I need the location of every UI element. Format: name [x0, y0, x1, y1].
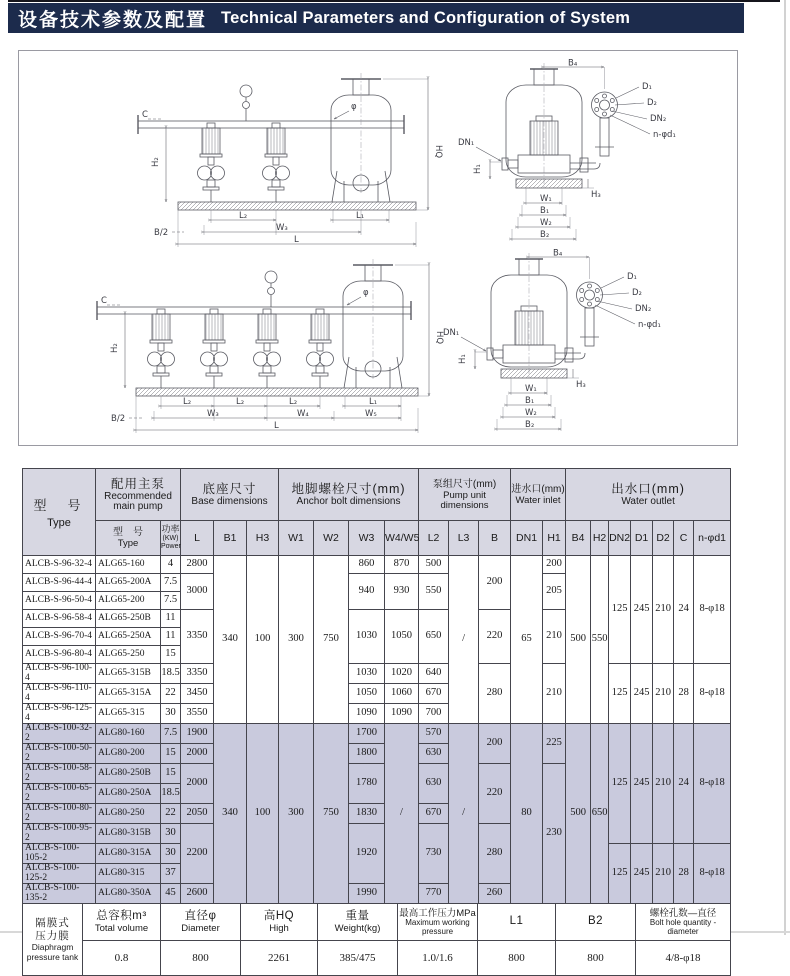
value-cell: 300: [279, 556, 314, 724]
value-cell: 3450: [181, 684, 214, 704]
value-cell: 220: [479, 764, 511, 824]
value-cell: 940: [349, 574, 385, 610]
value-cell: 210: [653, 724, 674, 844]
model-cell: ALCB-S-100-32-2: [23, 724, 96, 744]
dim-label-l2a: L₂: [183, 397, 192, 407]
dim-label-b4: B₄: [553, 248, 563, 259]
tank-spec-table: [22, 903, 731, 976]
value-cell: ALG65-250A: [96, 628, 161, 646]
value-cell: 500: [566, 556, 591, 724]
dim-label-w2: W₂: [540, 218, 552, 228]
value-cell: 100: [247, 724, 279, 904]
value-cell: 22: [161, 684, 181, 704]
value-cell: 2000: [181, 744, 214, 764]
table-row: [23, 664, 731, 684]
header-power: 功率 (KW) Power: [161, 521, 181, 556]
tank-value-L1: 800: [478, 941, 556, 976]
dim-label-hq: HQ: [433, 145, 443, 159]
value-cell: ALG65-315A: [96, 684, 161, 704]
value-cell: 205: [543, 574, 566, 610]
value-cell: ALG80-315B: [96, 824, 161, 844]
value-cell: ALG65-315: [96, 704, 161, 724]
value-cell: 340: [214, 556, 247, 724]
value-cell: 8-φ18: [694, 844, 731, 904]
model-cell: ALCB-S-96-110-4: [23, 684, 96, 704]
diagram-side-view-3pumps: [116, 67, 446, 259]
tank-header-max-pressure: 最高工作压力MPa Maximum working pressure: [398, 904, 478, 941]
value-cell: 550: [419, 574, 449, 610]
dim-label-c: C: [101, 296, 107, 306]
value-cell: ALG65-315B: [96, 664, 161, 684]
value-cell: ALG80-160: [96, 724, 161, 744]
model-cell: ALCB-S-100-65-2: [23, 784, 96, 804]
model-cell: ALCB-S-96-100-4: [23, 664, 96, 684]
header-col-L3: L3: [449, 521, 479, 556]
value-cell: 3550: [181, 704, 214, 724]
value-cell: 1990: [349, 884, 385, 904]
header-group-pump-unit: 泵组尺寸(mm) Pump unit dimensions: [419, 469, 511, 521]
value-cell: 15: [161, 744, 181, 764]
dim-label-dn2: DN₂: [650, 114, 667, 124]
tank-value-max-pressure: 1.0/1.6: [398, 941, 478, 976]
value-cell: 18.5: [161, 784, 181, 804]
model-cell: ALCB-S-100-105-2: [23, 844, 96, 864]
value-cell: 15: [161, 646, 181, 664]
value-cell: ALG65-250B: [96, 610, 161, 628]
value-cell: 200: [479, 556, 511, 610]
header-col-B1: B1: [214, 521, 247, 556]
value-cell: 11: [161, 610, 181, 628]
value-cell: 125: [609, 556, 631, 664]
dim-label-b1: B₁: [540, 206, 550, 216]
page-title-zh: 设备技术参数及配置: [18, 9, 208, 31]
value-cell: 750: [314, 556, 349, 724]
dim-label-w4: W₄: [297, 409, 309, 419]
value-cell: ALG65-200: [96, 592, 161, 610]
value-cell: 210: [653, 844, 674, 904]
dim-label-l2b: L₂: [236, 397, 245, 407]
value-cell: 24: [674, 724, 694, 844]
model-cell: ALCB-S-96-80-4: [23, 646, 96, 664]
value-cell: 300: [279, 724, 314, 904]
tank-value-total-volume: 0.8: [83, 941, 161, 976]
header-col-H3: H3: [247, 521, 279, 556]
value-cell: 200: [479, 724, 511, 764]
header-group-water-inlet: 进水口(mm) Water inlet: [511, 469, 566, 521]
dim-label-d2: D₂: [632, 288, 642, 298]
header-col-B4: B4: [566, 521, 591, 556]
dim-label-c: C: [142, 110, 148, 120]
value-cell: 8-φ18: [694, 664, 731, 724]
dim-label-h2: H₂: [110, 343, 120, 353]
value-cell: 245: [631, 844, 653, 904]
dim-label-h1: H₁: [473, 164, 483, 174]
model-cell: ALCB-S-96-70-4: [23, 628, 96, 646]
dim-label-w5: W₅: [365, 409, 377, 419]
value-cell: 225: [543, 724, 566, 764]
value-cell: 7.5: [161, 574, 181, 592]
value-cell: 4: [161, 556, 181, 574]
value-cell: /: [449, 556, 479, 724]
dim-label-phi: φ: [363, 288, 369, 298]
value-cell: 670: [419, 804, 449, 824]
header-col-D2: D2: [653, 521, 674, 556]
tank-value-high: 2261: [241, 941, 318, 976]
value-cell: 30: [161, 844, 181, 864]
value-cell: 1090: [385, 704, 419, 724]
value-cell: ALG80-250A: [96, 784, 161, 804]
value-cell: 260: [479, 884, 511, 904]
tank-header-L1: L1: [478, 904, 556, 941]
value-cell: 7.5: [161, 592, 181, 610]
value-cell: 750: [314, 724, 349, 904]
value-cell: 220: [479, 610, 511, 664]
value-cell: 770: [419, 884, 449, 904]
dim-label-h2: H₂: [151, 157, 161, 167]
value-cell: 650: [591, 724, 609, 904]
dim-label-b1: B₁: [525, 396, 535, 406]
model-cell: ALCB-S-100-135-2: [23, 884, 96, 904]
value-cell: 3000: [181, 574, 214, 610]
value-cell: 870: [385, 556, 419, 574]
header-col-DN1: DN1: [511, 521, 543, 556]
value-cell: 37: [161, 864, 181, 884]
spec-table-section: [22, 468, 730, 976]
value-cell: /: [385, 724, 419, 904]
dim-label-l: L: [274, 421, 279, 431]
value-cell: 650: [419, 610, 449, 664]
tank-label: 隔膜式 压力膜 Diaphragm pressure tank: [23, 904, 83, 976]
dim-label-l2c: L₂: [289, 397, 298, 407]
value-cell: 210: [543, 664, 566, 724]
model-cell: ALCB-S-96-125-4: [23, 704, 96, 724]
value-cell: 8-φ18: [694, 556, 731, 664]
value-cell: 280: [479, 664, 511, 724]
value-cell: 700: [419, 704, 449, 724]
tank-value-B2: 800: [556, 941, 636, 976]
dim-label-h3: H₃: [591, 190, 601, 200]
value-cell: 245: [631, 664, 653, 724]
dim-label-w2: W₂: [525, 408, 537, 418]
dim-label-b-half: B/2: [154, 228, 169, 238]
dim-label-l: L: [294, 235, 299, 245]
header-col-W2: W2: [314, 521, 349, 556]
dim-label-n-phi-d1: n-φd₁: [653, 130, 676, 140]
spec-table: [22, 468, 731, 904]
table-row: [23, 724, 731, 744]
value-cell: 1030: [349, 664, 385, 684]
header-col-W1: W1: [279, 521, 314, 556]
dim-label-b-half: B/2: [111, 414, 126, 424]
value-cell: 1020: [385, 664, 419, 684]
header-type: 型 号 Type: [23, 469, 96, 556]
dim-label-w3: W₃: [276, 223, 288, 233]
value-cell: 245: [631, 724, 653, 844]
model-cell: ALCB-S-96-50-4: [23, 592, 96, 610]
model-cell: ALCB-S-100-95-2: [23, 824, 96, 844]
diagram-panel: [18, 50, 738, 446]
value-cell: 930: [385, 574, 419, 610]
header-group-main-pump: 配用主泵 Recommended main pump: [96, 469, 181, 521]
value-cell: 2600: [181, 884, 214, 904]
tank-value-diameter: 800: [161, 941, 241, 976]
value-cell: ALG80-250B: [96, 764, 161, 784]
value-cell: 550: [591, 556, 609, 724]
value-cell: 245: [631, 556, 653, 664]
dim-label-dn1: DN₁: [458, 138, 475, 148]
value-cell: 1050: [385, 610, 419, 664]
value-cell: 1830: [349, 804, 385, 824]
dim-label-b4: B₄: [568, 58, 578, 69]
tank-header-diameter: 直径φ Diameter: [161, 904, 241, 941]
model-cell: ALCB-S-100-80-2: [23, 804, 96, 824]
value-cell: 22: [161, 804, 181, 824]
value-cell: 730: [419, 824, 449, 884]
value-cell: 1920: [349, 824, 385, 884]
tank-header-weight: 重量 Weight(kg): [318, 904, 398, 941]
value-cell: 2000: [181, 764, 214, 804]
value-cell: 80: [511, 724, 543, 904]
model-cell: ALCB-S-96-32-4: [23, 556, 96, 574]
value-cell: 2200: [181, 824, 214, 884]
dim-label-d1: D₁: [627, 272, 637, 282]
value-cell: 125: [609, 664, 631, 724]
dim-label-w1: W₁: [540, 194, 552, 204]
tank-header-bolt-holes: 螺栓孔数—直径 Bolt hole quantity - diameter: [636, 904, 731, 941]
value-cell: 65: [511, 556, 543, 724]
dim-label-dn1: DN₁: [443, 328, 460, 338]
dim-label-phi: φ: [351, 102, 357, 112]
header-col-W4W5: W4/W5: [385, 521, 419, 556]
diagram-front-view-top: [446, 59, 716, 259]
model-cell: ALCB-S-96-44-4: [23, 574, 96, 592]
dim-label-d1: D₁: [642, 82, 652, 92]
value-cell: 640: [419, 664, 449, 684]
header-col-D1: D1: [631, 521, 653, 556]
model-cell: ALCB-S-100-125-2: [23, 864, 96, 884]
dim-label-h1: H₁: [458, 354, 468, 364]
value-cell: ALG80-200: [96, 744, 161, 764]
dim-label-l2: L₂: [239, 211, 248, 221]
value-cell: ALG65-250: [96, 646, 161, 664]
value-cell: 230: [543, 764, 566, 904]
value-cell: 1780: [349, 764, 385, 804]
value-cell: 8-φ18: [694, 724, 731, 844]
dim-label-d2: D₂: [647, 98, 657, 108]
value-cell: 11: [161, 628, 181, 646]
value-cell: ALG80-315A: [96, 844, 161, 864]
value-cell: 210: [653, 664, 674, 724]
value-cell: 1030: [349, 610, 385, 664]
tank-value-weight: 385/475: [318, 941, 398, 976]
value-cell: 30: [161, 704, 181, 724]
tank-header-total-volume: 总容积m³ Total volume: [83, 904, 161, 941]
dim-label-l1: L₁: [356, 211, 365, 221]
value-cell: ALG80-250: [96, 804, 161, 824]
value-cell: 1050: [349, 684, 385, 704]
value-cell: 630: [419, 744, 449, 764]
header-col-DN2: DN2: [609, 521, 631, 556]
value-cell: 18.5: [161, 664, 181, 684]
page-title-bar: [8, 3, 744, 33]
dim-label-b2: B₂: [540, 230, 550, 240]
value-cell: 2050: [181, 804, 214, 824]
value-cell: ALG80-350A: [96, 884, 161, 904]
value-cell: 1700: [349, 724, 385, 744]
table-row: [23, 556, 731, 574]
value-cell: 3350: [181, 610, 214, 664]
header-pump-type: 型 号 Type: [96, 521, 161, 556]
value-cell: 15: [161, 764, 181, 784]
value-cell: 125: [609, 724, 631, 844]
header-col-B: B: [479, 521, 511, 556]
value-cell: 200: [543, 556, 566, 574]
value-cell: 1060: [385, 684, 419, 704]
scan-edge-right: [784, 0, 786, 935]
value-cell: ALG65-160: [96, 556, 161, 574]
header-group-water-outlet: 出水口(mm) Water outlet: [566, 469, 731, 521]
header-col-n-d1: n-φd1: [694, 521, 731, 556]
value-cell: 1800: [349, 744, 385, 764]
value-cell: ALG80-315: [96, 864, 161, 884]
dim-label-hq: HQ: [434, 331, 444, 345]
value-cell: 1090: [349, 704, 385, 724]
dim-label-n-phi-d1: n-φd₁: [638, 320, 661, 330]
value-cell: ALG65-200A: [96, 574, 161, 592]
tank-value-bolt-holes: 4/8-φ18: [636, 941, 731, 976]
value-cell: 630: [419, 764, 449, 804]
header-col-L: L: [181, 521, 214, 556]
header-col-L2: L2: [419, 521, 449, 556]
tank-header-B2: B2: [556, 904, 636, 941]
dim-label-h3: H₃: [576, 380, 586, 390]
value-cell: 340: [214, 724, 247, 904]
value-cell: 28: [674, 664, 694, 724]
header-col-H1: H1: [543, 521, 566, 556]
model-cell: ALCB-S-96-58-4: [23, 610, 96, 628]
value-cell: 210: [653, 556, 674, 664]
value-cell: /: [449, 724, 479, 904]
value-cell: 2800: [181, 556, 214, 574]
value-cell: 3350: [181, 664, 214, 684]
value-cell: 670: [419, 684, 449, 704]
dim-label-w3: W₃: [207, 409, 219, 419]
value-cell: 500: [566, 724, 591, 904]
dim-label-w1: W₁: [525, 384, 537, 394]
value-cell: 45: [161, 884, 181, 904]
value-cell: 24: [674, 556, 694, 664]
header-group-anchor-bolt: 地脚螺栓尺寸(mm) Anchor bolt dimensions: [279, 469, 419, 521]
value-cell: 860: [349, 556, 385, 574]
value-cell: 30: [161, 824, 181, 844]
tank-header-high: 高HQ High: [241, 904, 318, 941]
dim-label-l1: L₁: [369, 397, 378, 407]
header-col-C: C: [674, 521, 694, 556]
value-cell: 500: [419, 556, 449, 574]
model-cell: ALCB-S-100-58-2: [23, 764, 96, 784]
model-cell: ALCB-S-100-50-2: [23, 744, 96, 764]
value-cell: 28: [674, 844, 694, 904]
value-cell: 1900: [181, 724, 214, 744]
diagram-side-view-4pumps: [81, 253, 451, 445]
value-cell: 7.5: [161, 724, 181, 744]
top-rule: [8, 0, 780, 2]
value-cell: 100: [247, 556, 279, 724]
header-group-base-dimensions: 底座尺寸 Base dimensions: [181, 469, 279, 521]
header-col-H2: H2: [591, 521, 609, 556]
diagram-front-view-bottom: [431, 249, 701, 449]
value-cell: 570: [419, 724, 449, 744]
page-title-en: Technical Parameters and Configuration of System: [221, 8, 631, 27]
value-cell: 210: [543, 610, 566, 664]
dim-label-b2: B₂: [525, 420, 535, 430]
spec-table-body: [23, 556, 731, 904]
header-col-W3: W3: [349, 521, 385, 556]
value-cell: 125: [609, 844, 631, 904]
value-cell: 280: [479, 824, 511, 884]
dim-label-dn2: DN₂: [635, 304, 652, 314]
